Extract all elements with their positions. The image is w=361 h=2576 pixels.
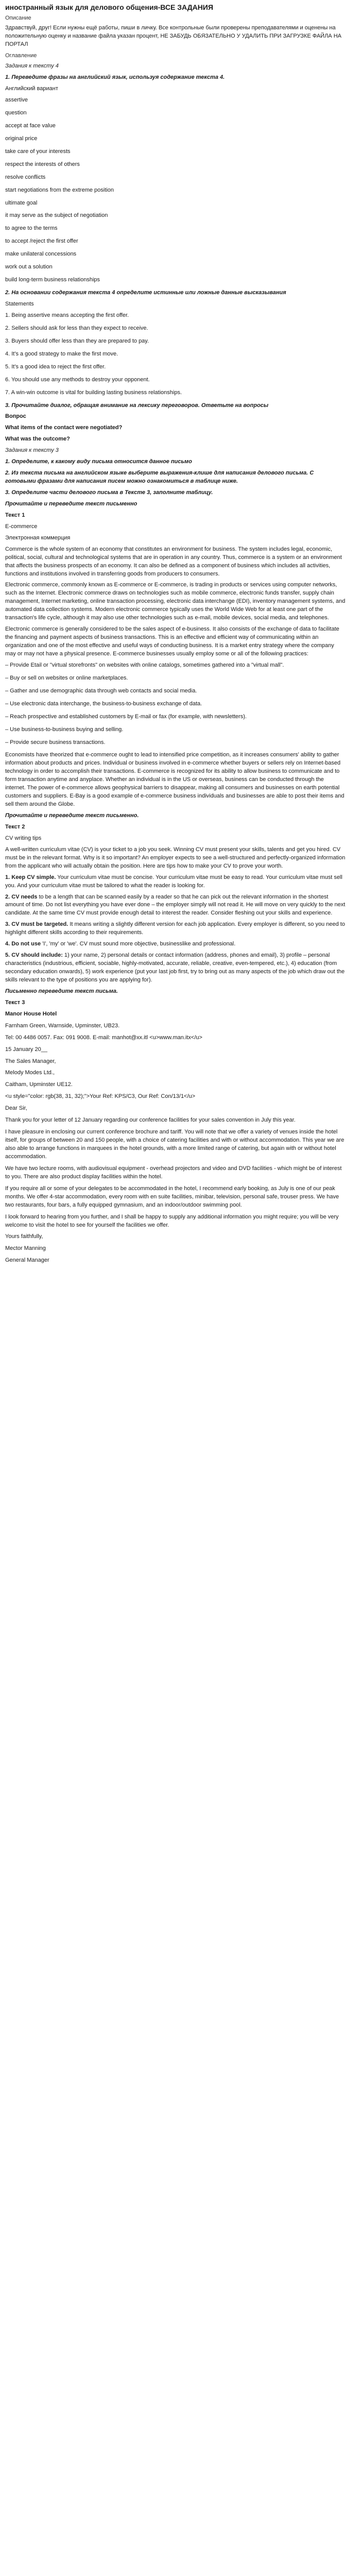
text1-title: E-commerce (5, 523, 38, 530)
phrase-item: make unilateral concessions (5, 251, 77, 258)
letter-paragraph: We have two lecture rooms, with audiovisual equipment - overhead projectors and video and DVD facilities - which might be of interest to you. There are also product display facilities within the hotel. (5, 1165, 342, 1180)
statement-item: 6. You should use any methods to destroy your opponent. (5, 376, 150, 383)
cv-tip-number: 1. (5, 874, 10, 880)
task3-label: Задания к тексту 3 (5, 447, 59, 454)
document-page (0, 0, 351, 1279)
text1-label: Текст 1 (5, 512, 25, 518)
letter-date: 15 January 20__ (5, 1046, 47, 1053)
statement-item: 7. A win-win outcome is vital for building lasting business relationships. (5, 389, 182, 396)
text3-label: Текст 3 (5, 999, 25, 1006)
phrase-item: ultimate goal (5, 199, 38, 206)
translate-instruction: Прочитайте и переведите текст письменно. (5, 812, 139, 819)
task3-item: 3. Определите части делового письма в Тексте 3, заполните таблицу. (5, 489, 213, 496)
cv-tip (5, 893, 346, 918)
translate-instruction: Прочитайте и переведите текст письменно (5, 500, 137, 507)
cv-tip-text: It means writing a slightly different version for each job application. Every employer is different, so you need to highlight different skills according to their requirements. (5, 921, 345, 936)
cv-tip-number: 2. (5, 893, 10, 900)
practice-item: – Provide secure business transactions. (5, 739, 106, 745)
letter-closing: Yours faithfully, (5, 1233, 43, 1240)
letter-recipient-company: Melody Modes Ltd., (5, 1070, 55, 1076)
statement-item: 5. It's a good idea to reject the first offer. (5, 363, 106, 370)
practice-item: – Gather and use demographic data through web contacts and social media. (5, 687, 197, 694)
translate-letter-instruction: Письменно переведите текст письма. (5, 988, 118, 994)
letter-signer: Mector Manning (5, 1245, 46, 1252)
phrase-item: start negotiations from the extreme position (5, 187, 114, 193)
text2-intro: A well-written curriculum vitae (CV) is your ticket to a job you seek. Winning CV must present your skills, talents and get you hired. CV must be in the relevant format. Why is it so important? An employer expects to see a well-structured and perfectly-organized information from the applicant who will actually obtain the position. Here are tips how to make your CV to prove your worth. (5, 846, 346, 869)
phrases-list (5, 96, 346, 284)
question-label: Вопрос (5, 413, 26, 420)
question-item: What was the outcome? (5, 436, 70, 443)
question-item: What items of the contact were negotiated? (5, 425, 123, 431)
letter-references: <u style="color: rgb(38, 31, 32);">Your Ref: KPS/C3, Our Ref: Con/13/1</u> (5, 1093, 196, 1100)
text1-final-paragraph: Economists have theorized that e-commerce ought to lead to intensified price competition, as it increases consumers' ability to gather information about products and prices. Individual or business involved in e-commerce whether buyers or sellers rely on Internet-based technology in order to accomplish their transactions. E-commerce is recognized for its ability to allow business to communicate and to form transaction anytime and anyplace. Whether an individual is in the US or overseas, business can be conducted through the internet. The power of e-commerce allows geophysical barriers to disappear, making all consumers and businesses on earth potential customers and suppliers. E-Bay is a good example of e-commerce business individuals and businesses are able to post their items and sell them around the Globe. (5, 752, 345, 808)
phrase-item: to accept /reject the first offer (5, 238, 78, 245)
statement-item: 3. Buyers should offer less than they are prepared to pay. (5, 337, 149, 344)
phrase-item: build long-term business relationships (5, 277, 100, 283)
cv-tip-number: 5. (5, 952, 10, 959)
text1-subtitle: Электронная коммерция (5, 534, 71, 541)
cv-tip (5, 952, 346, 985)
cv-tip (5, 921, 346, 937)
task4-item-2: 2. На основании содержания текста 4 определите истинные или ложные данные высказывания (5, 290, 286, 296)
phrase-item: original price (5, 135, 38, 142)
practice-item: – Provide Etail or "virtual storefronts" on websites with online catalogs, sometimes gathered into a "virtual mall". (5, 662, 284, 668)
cv-tip-lead: Keep CV simple. (11, 874, 56, 880)
cv-tip-number: 3. (5, 921, 10, 928)
letter-paragraph: I have pleasure in enclosing our current conference brochure and tariff. You will note that we offer a variety of venues inside the hotel itself, for groups of between 20 and 150 people, with a choice of catering facilities and with or without accommodation. This year we are also able to arrange functions in marquees in the hotel grounds, with a more limited range of catering, but again with or without hotel accommodation. (5, 1129, 345, 1160)
task4-label: Задания к тексту 4 (5, 63, 59, 70)
page-title: иностранный язык для делового общения-ВСЕ ЗАДАНИЯ (5, 3, 213, 11)
phrase-item: resolve conflicts (5, 174, 46, 180)
cv-tip-lead: Do not use (11, 941, 41, 947)
phrase-item: accept at face value (5, 122, 56, 129)
letter-recipient-title: The Sales Manager, (5, 1058, 56, 1064)
statement-item: 2. Sellers should ask for less than they expect to receive. (5, 325, 148, 331)
toc-label: Оглавление (5, 53, 37, 59)
practice-item: – Reach prospective and established customers by E-mail or fax (for example, with newsletters). (5, 713, 247, 720)
letter-contacts: Tel: 00 4486 0057. Fax: 091 9008. E-mail: manhot@xx.itl <u>www.man.itx</u> (5, 1034, 202, 1041)
phrase-item: it may serve as the subject of negotiation (5, 212, 108, 219)
text1-paragraph: Electronic commerce, commonly known as E-commerce or E-commerce, is trading in products or services using computer networks, such as the Internet. Electronic commerce draws on technologies such as mobile commerce, electronic funds transfer, supply chain management, Internet marketing, online transaction processing, electronic data interchange (EDI), inventory management systems, and automated data collection systems. Modern electronic commerce typically uses the World Wide Web for at least one part of the transaction's life cycle, although it may also use other technologies such as e-mail, mobile devices, social media, and telephones. (5, 582, 346, 621)
statements-label: Statements (5, 301, 34, 307)
statements-list (5, 312, 346, 397)
cv-tip-text: 'I', 'my' or 'we'. CV must sound more objective, businesslike and professional. (41, 941, 236, 947)
text1-paragraph: Commerce is the whole system of an economy that constitutes an environment for business. The system includes legal, economic, political, social, cultural and technological systems that are in operation in any country. Thus, commerce is a system or an environment that affects the business prospects of an economy. It can also be defined as a component of business which includes all activities, functions and institutions involved in transferring goods from producers to consumers. (5, 546, 342, 577)
variant-label: Английский вариант (5, 86, 58, 92)
practices-list (5, 662, 346, 747)
text2-title: CV writing tips (5, 835, 42, 841)
phrase-item: respect the interests of others (5, 161, 80, 167)
text1-paragraph: Electronic commerce is generally considered to be the sales aspect of e-business. It also consists of the exchange of data to facilitate the financing and payment aspects of business transactions. This is an effective and efficient way of communicating within an organization and one of the most effective and useful ways of conducting business. It is a market entry strategy where the company may or may not have a physical presence. E-commerce businesses usually employ some or all of the following practices: (5, 626, 339, 657)
statement-item: 1. Being assertive means accepting the first offer. (5, 312, 129, 318)
practice-item: – Buy or sell on websites or online marketplaces. (5, 674, 128, 681)
phrase-item: work out a solution (5, 264, 53, 270)
description-label: Описание (5, 14, 31, 21)
letter-address: Farnham Green, Warnside, Upminster, UB23. (5, 1022, 120, 1029)
cv-tip-lead: CV needs (11, 893, 38, 900)
cv-tip-text: to be a length that can be scanned easily by a reader so that he can pick out the relevant information in the shortest amount of time. Do not list everything you have ever done – the employer simply will not read it. He will move on very quickly to the next candidate. At the same time CV must provide enough detail to interest the reader. Consider fleshing out your skills and experience. (5, 893, 346, 917)
phrase-item: question (5, 109, 27, 116)
practice-item: – Use electronic data interchange, the business-to-business exchange of data. (5, 700, 202, 707)
letter-recipient-city: Caitham, Upminster UE12. (5, 1081, 73, 1088)
letter-salutation: Dear Sir, (5, 1105, 27, 1112)
statement-item: 4. It's a good strategy to make the first move. (5, 350, 118, 357)
cv-tip-lead: CV should include: (11, 952, 63, 959)
cv-tip-text: 1) your name, 2) personal details or contact information (address, phones and email), 3) profile – personal characteristics (industrious, efficient, sociable, highly-motivated, accurate, reliable, creative, even-tempered, etc.), 4) education (from secondary education onwards), 5) work experience (put your last job first, try to bring out as many aspects of the job which draw out the skills relevant to the type of positions you are applying for). (5, 952, 345, 983)
cv-tip-number: 4. (5, 941, 10, 947)
cv-tip-lead: CV must be targeted. (11, 921, 68, 928)
letter-position: General Manager (5, 1257, 49, 1264)
cv-tip (5, 940, 346, 948)
letter-paragraph: I look forward to hearing from you further, and I shall be happy to supply any additional information you might require; you will be very welcome to visit the hotel to see for yourself the facilities we offer. (5, 1213, 339, 1228)
letter-company: Manor House Hotel (5, 1010, 57, 1017)
task3-item: 2. Из текста письма на английском языке выберите выражения-клише для написания делового письма. С готовыми фразами для написания писем можно ознакомиться в таблице ниже. (5, 470, 314, 485)
practice-item: – Use business-to-business buying and selling. (5, 726, 124, 733)
letter-paragraph: Thank you for your letter of 12 January regarding our conference facilities for your sales convention in July this year. (5, 1117, 296, 1124)
letter-paragraph: If you require all or some of your delegates to be accommodated in the hotel, I recommend early booking, as July is one of our peak months. We offer 4-star accommodation, every room with en suite facilities, minibar, television, personal safe, trouser press. We have two restaurants, four bars, a fully equipped gymnasium, and an indoor/outdoor swimming pool. (5, 1185, 339, 1208)
cv-tip (5, 874, 346, 890)
task4-item-3: 3. Прочитайте диалог, обращая внимание на лексику переговоров. Ответьте на вопросы (5, 402, 269, 409)
phrase-item: assertive (5, 97, 28, 103)
business-letter (5, 1010, 346, 1265)
cv-tip-text: Your curriculum vitae must be concise. Your curriculum vitae must be easy to read. Your curriculum vitae must sell you. And your curriculum vitae must be tailored to what the reader is looking for. (5, 874, 342, 889)
phrase-item: to agree to the terms (5, 225, 58, 232)
task3-item: 1. Определите, к какому виду письма относится данное письмо (5, 459, 192, 465)
text2-label: Текст 2 (5, 823, 25, 830)
phrase-item: take care of your interests (5, 148, 71, 155)
task4-item-1: 1. Переведите фразы на английский язык, используя содержание текста 4. (5, 74, 225, 81)
description-text: Здравствуй, друг! Если нужны ещё работы, пиши в личку. Все контрольные были проверены преподавателями и оценены на положительную оценку и название файла указан процент, НЕ ЗАБУДЬ ОБЯЗАТЕЛЬНО У УДАЛИТЬ ПРИ ЗАГРУЗКЕ ФАЙЛА НА ПОРТАЛ (5, 25, 341, 48)
